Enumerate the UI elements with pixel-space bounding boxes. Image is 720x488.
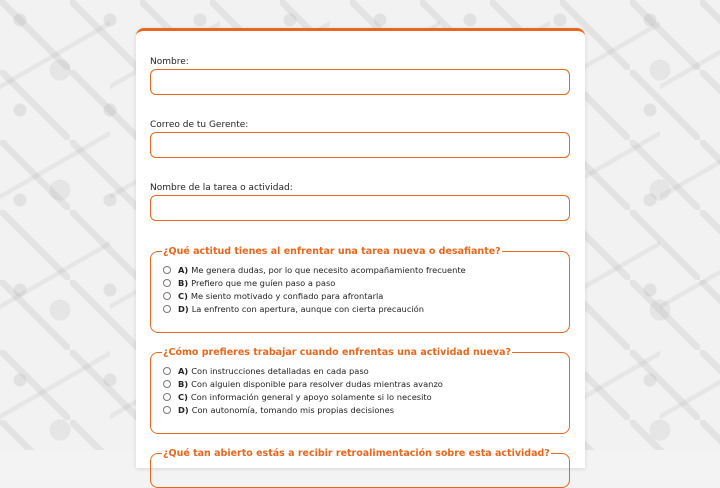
radio-button[interactable] — [163, 305, 171, 313]
option-key: D) — [178, 303, 189, 314]
radio-button[interactable] — [163, 367, 171, 375]
task-name-input[interactable] — [150, 195, 570, 221]
task-name-field-group — [150, 183, 571, 221]
manager-email-label: Correo de tu Gerente: — [150, 120, 249, 130]
option-text: Me siento motivado y confiado para afrontarla — [190, 290, 384, 301]
option-key: A) — [178, 365, 189, 376]
option-text: Con información general y apoyo solamente si lo necesito — [190, 391, 432, 402]
radio-button[interactable] — [163, 380, 171, 388]
manager-email-field-group — [150, 120, 571, 158]
option-key: B) — [178, 378, 189, 389]
option-key: B) — [178, 277, 189, 288]
name-input[interactable] — [150, 69, 570, 95]
task-name-label: Nombre de la tarea o actividad: — [150, 183, 293, 193]
question-work-preference-title: ¿Cómo prefieres trabajar cuando enfrentas una actividad nueva? — [163, 347, 512, 358]
question-feedback-openness-title: ¿Qué tan abierto estás a recibir retroalimentación sobre esta actividad? — [163, 448, 550, 459]
question-feedback-openness — [150, 448, 570, 488]
name-label: Nombre: — [150, 57, 189, 67]
question-attitude-title: ¿Qué actitud tienes al enfrentar una tarea nueva o desafiante? — [163, 246, 501, 257]
option-key: C) — [178, 391, 188, 402]
option-text: Con instrucciones detalladas en cada paso — [191, 365, 369, 376]
question-work-preference — [150, 347, 570, 434]
option-attitude-d[interactable] — [163, 302, 557, 315]
question-attitude — [150, 246, 570, 333]
radio-button[interactable] — [163, 393, 171, 401]
option-text: Prefiero que me guíen paso a paso — [191, 277, 336, 288]
option-work-c[interactable] — [163, 390, 557, 403]
option-work-b[interactable] — [163, 377, 557, 390]
option-attitude-a[interactable] — [163, 263, 557, 276]
manager-email-input[interactable] — [150, 132, 570, 158]
option-text: Me genera dudas, por lo que necesito acompañamiento frecuente — [191, 264, 466, 275]
option-key: D) — [178, 404, 189, 415]
radio-button[interactable] — [163, 266, 171, 274]
option-key: C) — [178, 290, 188, 301]
radio-button[interactable] — [163, 279, 171, 287]
option-key: A) — [178, 264, 189, 275]
radio-button[interactable] — [163, 406, 171, 414]
name-field-group — [150, 57, 571, 95]
option-work-d[interactable] — [163, 403, 557, 416]
option-text: Con autonomía, tomando mis propias decisiones — [191, 404, 395, 415]
option-text: La enfrento con apertura, aunque con cierta precaución — [191, 303, 425, 314]
survey-form-card — [136, 28, 585, 468]
option-text: Con alguien disponible para resolver dudas mientras avanzo — [191, 378, 443, 389]
radio-button[interactable] — [163, 292, 171, 300]
option-work-a[interactable] — [163, 364, 557, 377]
option-attitude-c[interactable] — [163, 289, 557, 302]
option-attitude-b[interactable] — [163, 276, 557, 289]
